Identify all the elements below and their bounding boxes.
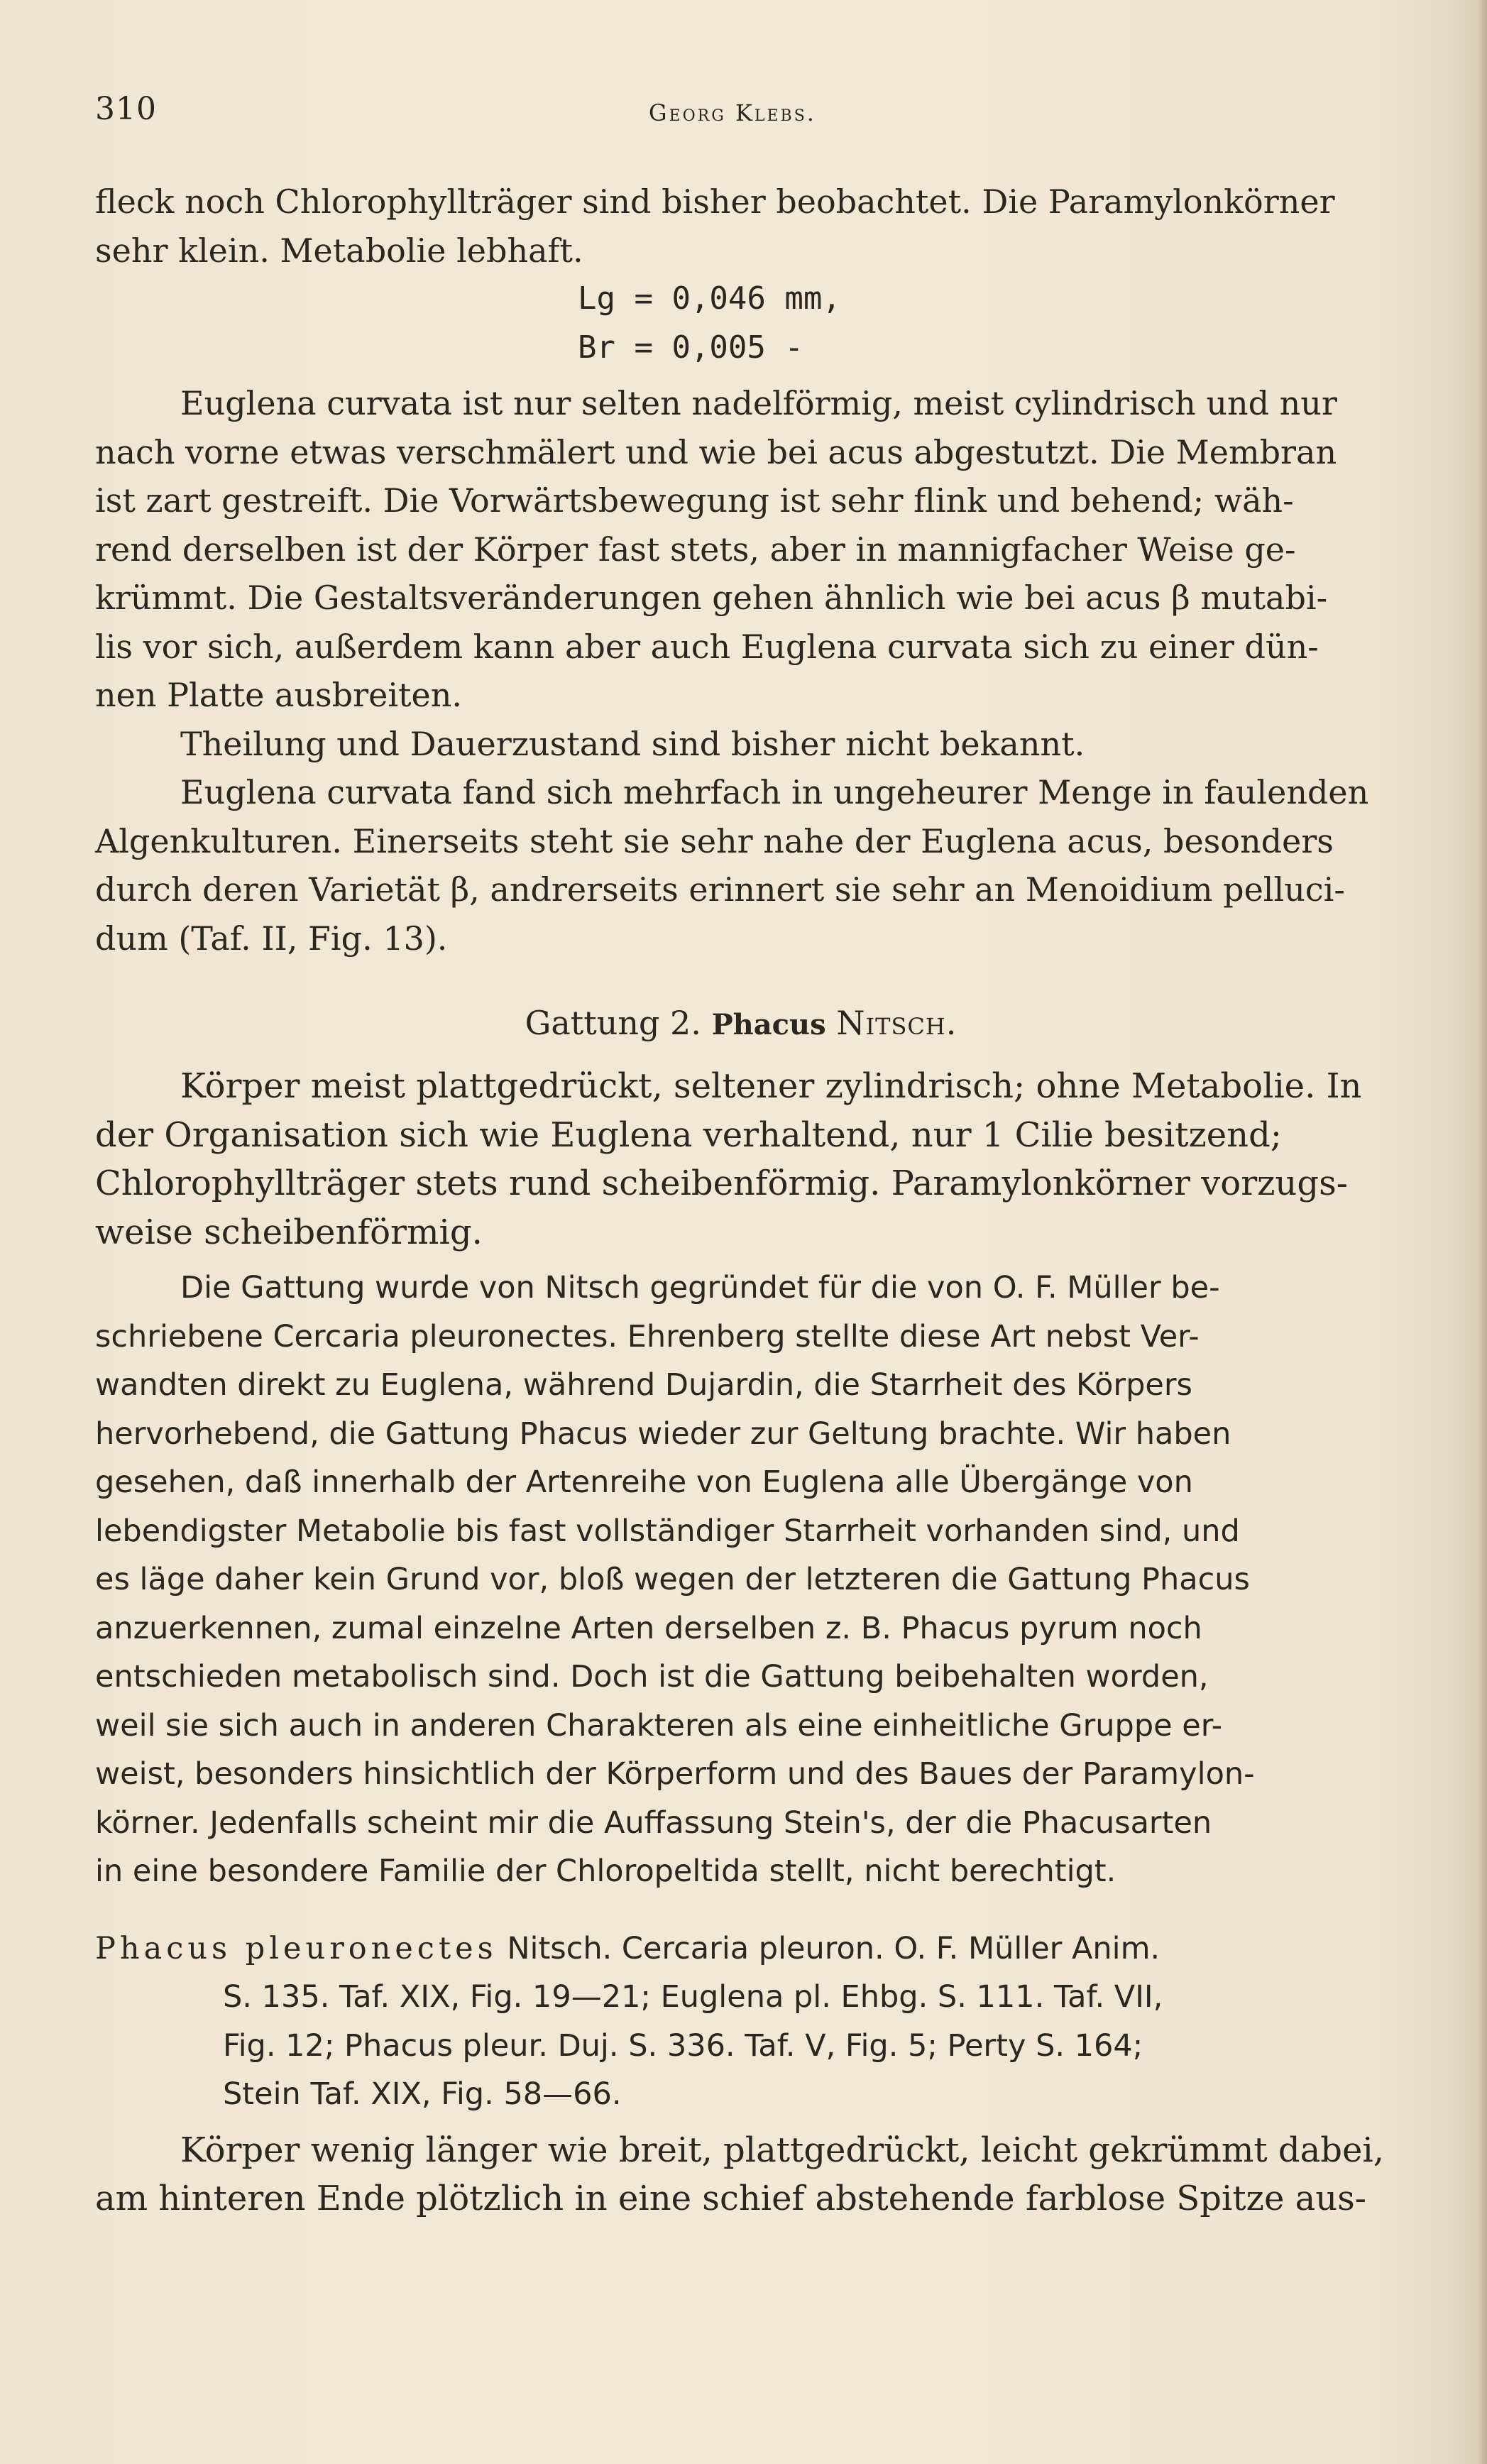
text-line: rend derselben ist der Körper fast stets, aber in mannigfacher Weise ge- xyxy=(95,530,1296,569)
intro-line-1: fleck noch Chlorophyllträger sind bisher beobachtet. Die Paramylonkörner xyxy=(95,182,1335,221)
text-line: der Organisation sich wie Euglena verhaltend, nur 1 Cilie besitzend; xyxy=(95,1115,1282,1155)
text-line: Körper wenig länger wie breit, plattgedrückt, leicht gekrümmt dabei, xyxy=(180,2130,1385,2170)
text-line: Euglena curvata fand sich mehrfach in ungeheurer Menge in faulenden xyxy=(180,773,1369,811)
species-citation: Nitsch. Cercaria pleuron. O. F. Müller Anim. xyxy=(507,1930,1160,1966)
intro-line-2: sehr klein. Metabolie lebhaft. xyxy=(95,231,583,270)
text-line: nach vorne etwas verschmälert und wie bei acus abgestutzt. Die Membran xyxy=(95,432,1337,471)
species-citation-line: Fig. 12; Phacus pleur. Duj. S. 336. Taf. V, Fig. 5; Perty S. 164; xyxy=(223,2027,1143,2064)
formula-length: Lg = 0,046 mm, xyxy=(578,280,841,317)
text-line: wandten direkt zu Euglena, während Dujardin, die Starrheit des Körpers xyxy=(95,1367,1192,1403)
text-line: in eine besondere Familie der Chloropeltida stellt, nicht berechtigt. xyxy=(95,1854,1116,1889)
text-line: entschieden metabolisch sind. Doch ist die Gattung beibehalten worden, xyxy=(95,1659,1209,1694)
paragraph-curvata xyxy=(95,379,1387,720)
text-line: Algenkulturen. Einerseits steht sie sehr nahe der Euglena acus, besonders xyxy=(95,821,1334,860)
page-number: 310 xyxy=(95,91,157,127)
genus-discussion xyxy=(95,1264,1387,1896)
species-description xyxy=(95,2126,1387,2223)
text-line: weil sie sich auch in anderen Charakteren als eine einheitliche Gruppe er- xyxy=(95,1707,1223,1743)
text-line: dum (Taf. II, Fig. 13). xyxy=(95,919,448,958)
text-line: schriebene Cercaria pleuronectes. Ehrenberg stellte diese Art nebst Ver- xyxy=(95,1318,1200,1354)
page-header xyxy=(95,91,1387,133)
text-line: krümmt. Die Gestaltsveränderungen gehen ähnlich wie bei acus β mutabi- xyxy=(95,579,1328,617)
text-line: anzuerkennen, zumal einzelne Arten derselben z. B. Phacus pyrum noch xyxy=(95,1610,1202,1646)
text-line: nen Platte ausbreiten. xyxy=(95,676,462,714)
genus-heading-author: Nitsch. xyxy=(836,1004,958,1042)
species-citation-line: S. 135. Taf. XIX, Fig. 19—21; Euglena pl. Ehbg. S. 111. Taf. VII, xyxy=(223,1979,1163,2015)
text-line: Körper meist plattgedrückt, seltener zylindrisch; ohne Metabolie. In xyxy=(180,1066,1362,1106)
paragraph-fund xyxy=(95,768,1387,963)
text-line: es läge daher kein Grund vor, bloß wegen der letzteren die Gattung Phacus xyxy=(95,1562,1250,1597)
species-name: Phacus pleuronectes xyxy=(95,1930,498,1966)
paragraph-teilung: Theilung und Dauerzustand sind bisher nicht bekannt. xyxy=(180,724,1085,763)
text-line: hervorhebend, die Gattung Phacus wieder zur Geltung brachte. Wir haben xyxy=(95,1416,1231,1452)
running-head: Georg Klebs. xyxy=(649,99,816,126)
formula-breadth: Br = 0,005 - xyxy=(578,329,803,366)
text-line: lis vor sich, außerdem kann aber auch Euglena curvata sich zu einer dün- xyxy=(95,627,1319,666)
text-line: weist, besonders hinsichtlich der Körperform und des Baues der Paramylon- xyxy=(95,1756,1255,1792)
text-line: lebendigster Metabolie bis fast vollständiger Starrheit vorhanden sind, und xyxy=(95,1513,1240,1549)
text-line: weise scheibenförmig. xyxy=(95,1212,483,1252)
species-entry xyxy=(95,1924,1387,2119)
main-text xyxy=(95,177,1387,2223)
genus-heading-prefix: Gattung 2. xyxy=(525,1004,701,1042)
page-edge-shadow xyxy=(1477,0,1487,2464)
genus-diagnosis xyxy=(95,1062,1387,1256)
species-first-line xyxy=(95,1924,1387,1973)
text-line: körner. Jedenfalls scheint mir die Auffassung Stein's, der die Phacusarten xyxy=(95,1805,1212,1841)
text-line: ist zart gestreift. Die Vorwärtsbewegung ist sehr flink und behend; wäh- xyxy=(95,481,1294,520)
text-line: Chlorophyllträger stets rund scheibenförmig. Paramylonkörner vorzugs- xyxy=(95,1163,1348,1203)
text-line: Euglena curvata ist nur selten nadelförmig, meist cylindrisch und nur xyxy=(180,384,1337,422)
text-line: durch deren Varietät β, andrerseits erinnert sie sehr an Menoidium pelluci- xyxy=(95,870,1345,909)
text-line: am hinteren Ende plötzlich in eine schief abstehende farblose Spitze aus- xyxy=(95,2179,1366,2218)
species-citation-line: Stein Taf. XIX, Fig. 58—66. xyxy=(223,2076,622,2112)
genus-heading xyxy=(95,991,1387,1055)
text-line: gesehen, daß innerhalb der Artenreihe von Euglena alle Übergänge von xyxy=(95,1464,1193,1500)
text-line: Die Gattung wurde von Nitsch gegründet für die von O. F. Müller be- xyxy=(180,1270,1220,1305)
genus-heading-name: Phacus xyxy=(711,1008,826,1041)
